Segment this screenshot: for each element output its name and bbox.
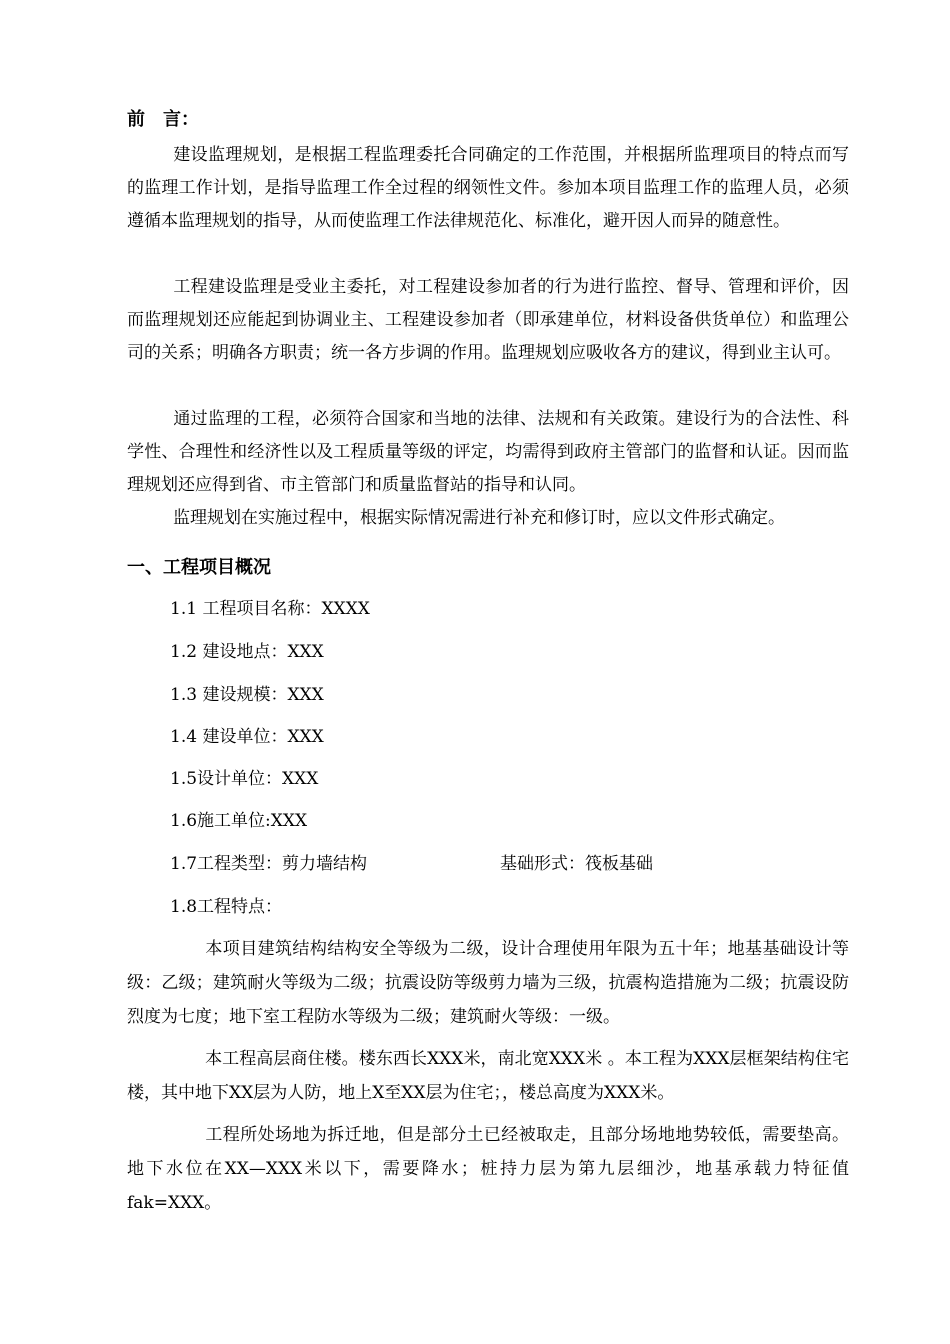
preface-paragraph-2: 工程建设监理是受业主委托，对工程建设参加者的行为进行监控、督导、管理和评价，因而监理规划还应能起到协调业主、工程建设参加者（即承建单位，材料设备供货单位）和监理公司的关系；明确各方职责；统一各方步调的作用。监理规划应吸收各方的建议，得到业主认可。 (127, 277, 849, 363)
feature-paragraph-2: 本工程高层商住楼。楼东西长XXX米，南北宽XXX米 。本工程为XXX层框架结构住宅楼，其中地下XX层为人防，地上X至XX层为住宅；，楼总高度为XXX米。 (127, 1049, 849, 1103)
feature-paragraph-3: 工程所处场地为拆迁地，但是部分土已经被取走，且部分场地地势较低，需要垫高。地下水位在XX—XXX米以下，需要降水；桩持力层为第九层细沙，地基承载力特征值fak=XXX。 (127, 1125, 849, 1213)
item-location: 1.2 建设地点：XXX (170, 642, 324, 662)
item-project-type: 1.7工程类型：剪力墙结构 (170, 854, 368, 874)
section-title-project-overview: 一、工程项目概况 (127, 557, 271, 578)
feature-paragraph-1: 本项目建筑结构结构安全等级为二级，设计合理使用年限为五十年；地基基础设计等级：乙级；建筑耐火等级为二级；抗震设防等级剪力墙为三级，抗震构造措施为二级；抗震设防烈度为七度；地下室工程防水等级为二级；建筑耐火等级：一级。 (127, 939, 849, 1027)
preface-title: 前 言： (127, 109, 199, 130)
preface-paragraph-4: 监理规划在实施过程中，根据实际情况需进行补充和修订时，应以文件形式确定。 (173, 508, 785, 528)
item-project-name: 1.1 工程项目名称：XXXX (170, 599, 370, 619)
item-foundation-type: 基础形式：筏板基础 (500, 854, 653, 874)
preface-paragraph-3: 通过监理的工程，必须符合国家和当地的法律、法规和有关政策。建设行为的合法性、科学性、合理性和经济性以及工程质量等级的评定，均需得到政府主管部门的监督和认证。因而监理规划还应得到省、市主管部门和质量监督站的指导和认同。 (127, 409, 849, 495)
item-design-unit: 1.5设计单位：XXX (170, 769, 319, 789)
item-owner: 1.4 建设单位：XXX (170, 727, 324, 747)
item-features: 1.8工程特点： (170, 897, 283, 917)
item-scale: 1.3 建设规模：XXX (170, 685, 324, 705)
item-construction-unit: 1.6施工单位:XXX (170, 811, 308, 831)
preface-paragraph-1: 建设监理规划，是根据工程监理委托合同确定的工作范围，并根据所监理项目的特点而写的监理工作计划，是指导监理工作全过程的纲领性文件。参加本项目监理工作的监理人员，必须遵循本监理规划的指导，从而使监理工作法律规范化、标准化，避开因人而异的随意性。 (127, 145, 849, 231)
